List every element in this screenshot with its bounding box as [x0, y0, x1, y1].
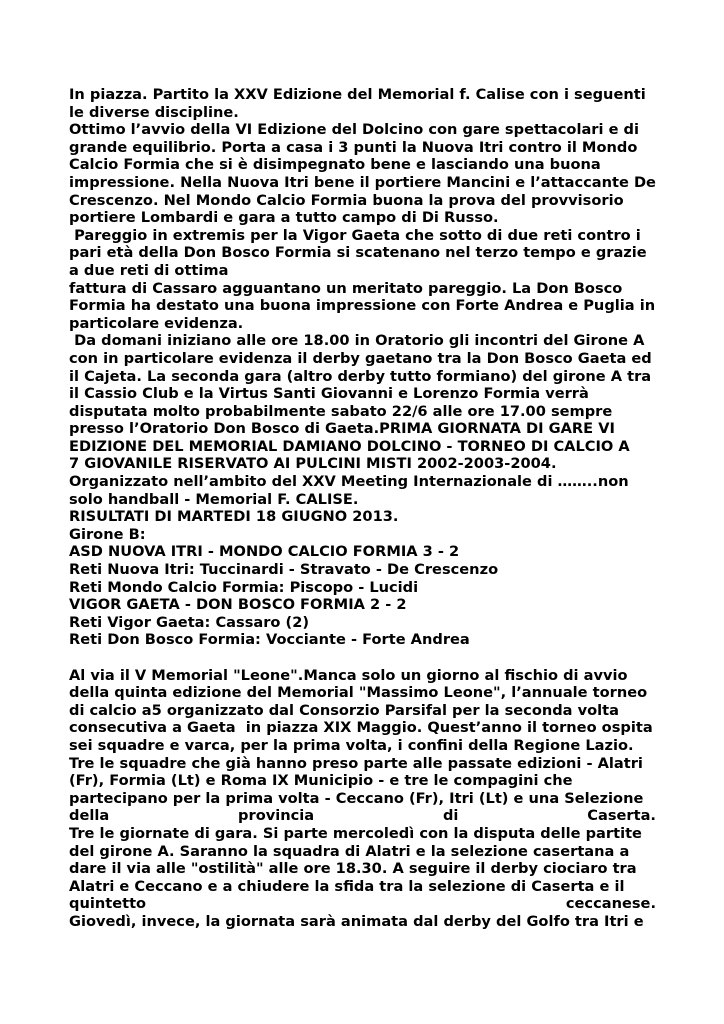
text-line: EDIZIONE DEL MEMORIAL DAMIANO DOLCINO - TORNEO DI CALCIO A	[69, 437, 630, 455]
text-line: 7 GIOVANILE RISERVATO AI PULCINI MISTI 2002-2003-2004.	[69, 455, 557, 473]
text-line: Da domani iniziano alle ore 18.00 in Oratorio gli incontri del Girone A	[69, 332, 645, 350]
text-line: della quinta edizione del Memorial "Massimo Leone", l’annuale torneo	[69, 684, 648, 702]
text-line: il Cassio Club e la Virtus Santi Giovanni e Lorenzo Formia verrà	[69, 385, 589, 403]
scorers-line: Reti Mondo Calcio Formia: Piscopo - Lucidi	[69, 578, 419, 596]
text-line: (Fr), Formia (Lt) e Roma IX Municipio - e tre le compagini che	[69, 772, 573, 790]
justified-line	[69, 895, 656, 913]
text-line: dare il via alle "ostilità" alle ore 18.30. A seguire il derby ciociaro tra	[69, 860, 637, 878]
match-result: ASD NUOVA ITRI - MONDO CALCIO FORMIA 3 - 2	[69, 543, 460, 561]
text-line: del girone A. Saranno la squadra di Alatri e la selezione casertana a	[69, 842, 630, 860]
word: di	[442, 807, 459, 825]
text-line: di calcio a5 organizzato dal Consorzio Parsifal per la seconda volta	[69, 701, 619, 719]
text-line: partecipano per la prima volta - Ceccano (Fr), Itri (Lt) e una Selezione	[69, 789, 644, 807]
text-line: Alatri e Ceccano e a chiudere la sfida tra la selezione di Caserta e il	[69, 877, 625, 895]
text-line: In piazza. Partito la XXV Edizione del Memorial f. Calise con i seguenti	[69, 86, 646, 103]
text-line: disputata molto probabilmente sabato 22/6 alle ore 17.00 sempre	[69, 402, 613, 420]
text-line: Al via il V Memorial "Leone".Manca solo un giorno al fischio di avvio	[69, 666, 628, 684]
word: ceccanese.	[565, 895, 656, 913]
text-line: consecutiva a Gaeta in piazza XIX Maggio. Quest’anno il torneo ospita	[69, 719, 653, 737]
scorers-line: Reti Don Bosco Formia: Vocciante - Forte Andrea	[69, 631, 470, 649]
document-page	[69, 86, 656, 931]
text-line: Giovedì, invece, la giornata sarà animata dal derby del Golfo tra Itri e	[69, 912, 644, 930]
match-result: VIGOR GAETA - DON BOSCO FORMIA 2 - 2	[69, 596, 407, 614]
text-line: Tre le squadre che già hanno preso parte alle passate edizioni - Alatri	[69, 754, 643, 772]
results-heading: RISULTATI DI MARTEDI 18 GIUGNO 2013.	[69, 508, 399, 526]
text-line: Crescenzo. Nel Mondo Calcio Formia buona la prova del provvisorio	[69, 191, 624, 209]
word: della	[69, 807, 110, 825]
text-line: Organizzato nell’ambito del XXV Meeting Internazionale di ……..non	[69, 473, 629, 491]
text-line: Pareggio in extremis per la Vigor Gaeta che sotto di due reti contro i	[69, 226, 641, 244]
justified-line	[69, 807, 656, 825]
text-line: le diverse discipline.	[69, 103, 239, 121]
text-line: impressione. Nella Nuova Itri bene il portiere Mancini e l’attaccante De	[69, 173, 656, 191]
scorers-line: Reti Vigor Gaeta: Cassaro (2)	[69, 613, 310, 631]
text-line: Ottimo l’avvio della VI Edizione del Dolcino con gare spettacolari e di	[69, 121, 639, 139]
article-memorial-calise	[69, 86, 656, 649]
text-line: grande equilibrio. Porta a casa i 3 punti la Nuova Itri contro il Mondo	[69, 138, 638, 156]
text-line: Calcio Formia che si è disimpegnato bene e lasciando una buona	[69, 156, 601, 174]
text-line: solo handball - Memorial F. CALISE.	[69, 490, 359, 508]
text-line: particolare evidenza.	[69, 314, 244, 332]
text-line: pari età della Don Bosco Formia si scatenano nel terzo tempo e grazie	[69, 244, 647, 262]
word: Caserta.	[587, 807, 656, 825]
group-heading: Girone B:	[69, 525, 146, 543]
text-line: portiere Lombardi e gara a tutto campo di Di Russo.	[69, 209, 499, 227]
word: provincia	[238, 807, 315, 825]
article-memorial-leone	[69, 667, 656, 931]
text-line: sei squadre e varca, per la prima volta, i confini della Regione Lazio.	[69, 736, 634, 754]
text-line: Tre le giornate di gara. Si parte mercoledì con la disputa delle partite	[69, 824, 642, 842]
text-line: a due reti di ottima	[69, 261, 229, 279]
text-line: presso l’Oratorio Don Bosco di Gaeta.PRIMA GIORNATA DI GARE VI	[69, 420, 615, 438]
word: quintetto	[69, 895, 147, 913]
text-line: Formia ha destato una buona impressione con Forte Andrea e Puglia in	[69, 297, 656, 315]
text-line: fattura di Cassaro agguantano un meritato pareggio. La Don Bosco	[69, 279, 623, 297]
text-line: il Cajeta. La seconda gara (altro derby tutto formiano) del girone A tra	[69, 367, 652, 385]
text-line: con in particolare evidenza il derby gaetano tra la Don Bosco Gaeta ed	[69, 349, 652, 367]
scorers-line: Reti Nuova Itri: Tuccinardi - Stravato - De Crescenzo	[69, 561, 499, 579]
paragraph-gap	[69, 649, 656, 667]
